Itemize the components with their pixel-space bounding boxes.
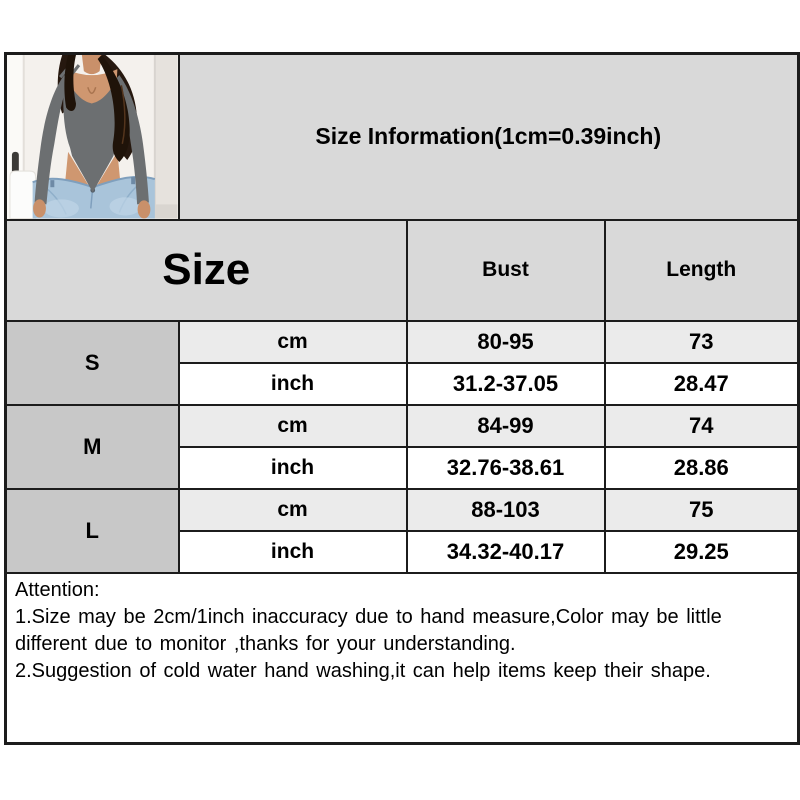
unit-cell: cm: [179, 405, 407, 447]
attention-line-1: 1.Size may be 2cm/1inch inaccuracy due to hand measure,Color may be little: [15, 605, 722, 628]
column-header-row: [6, 220, 799, 321]
unit-cell: cm: [179, 321, 407, 363]
attention-row: [6, 573, 799, 744]
length-value: 28.86: [605, 447, 799, 489]
length-value: 75: [605, 489, 799, 531]
length-value: 74: [605, 405, 799, 447]
unit-cell: inch: [179, 447, 407, 489]
bust-column-header: Bust: [407, 220, 605, 321]
size-table: [4, 52, 800, 745]
attention-title: Attention:: [15, 578, 100, 601]
banner-row: [6, 54, 799, 220]
length-value: 29.25: [605, 531, 799, 573]
unit-cell: cm: [179, 489, 407, 531]
unit-cell: inch: [179, 363, 407, 405]
length-column-header: Length: [605, 220, 799, 321]
size-column-header: Size: [6, 220, 407, 321]
bust-value: 34.32-40.17: [407, 531, 605, 573]
bust-value: 32.76-38.61: [407, 447, 605, 489]
attention-note: [6, 573, 799, 744]
size-label-l: L: [6, 489, 179, 573]
bust-value: 88-103: [407, 489, 605, 531]
size-label-m: M: [6, 405, 179, 489]
attention-line-3: 2.Suggestion of cold water hand washing,it can help items keep their shape.: [15, 659, 711, 682]
length-value: 28.47: [605, 363, 799, 405]
unit-cell: inch: [179, 531, 407, 573]
size-label-s: S: [6, 321, 179, 405]
bust-value: 84-99: [407, 405, 605, 447]
product-photo: [6, 54, 179, 220]
length-value: 73: [605, 321, 799, 363]
table-row-m-cm: [6, 405, 799, 447]
bust-value: 80-95: [407, 321, 605, 363]
product-photo-illustration: [7, 55, 178, 219]
table-row-s-cm: [6, 321, 799, 363]
bust-value: 31.2-37.05: [407, 363, 605, 405]
attention-line-2: different due to monitor ,thanks for your understanding.: [15, 632, 516, 655]
table-row-l-cm: [6, 489, 799, 531]
size-info-title: Size Information(1cm=0.39inch): [179, 54, 799, 220]
